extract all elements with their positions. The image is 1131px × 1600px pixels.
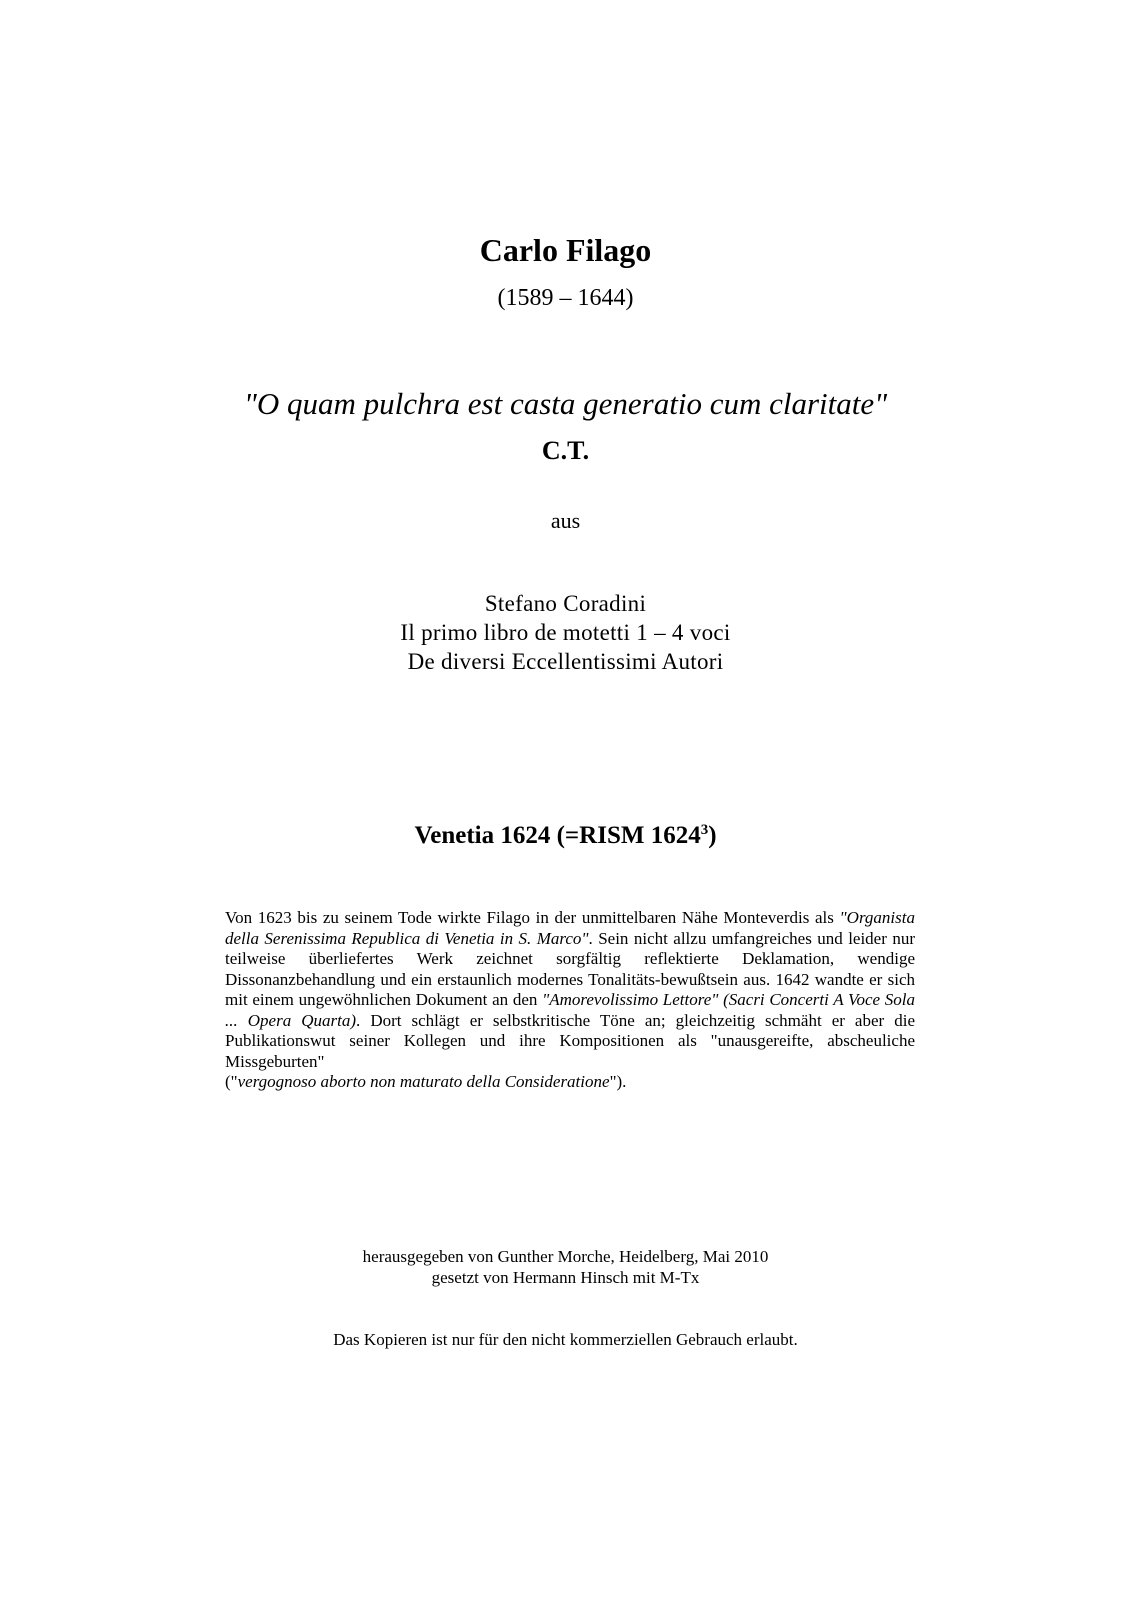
source-book: Il primo libro de motetti 1 – 4 voci: [400, 620, 731, 645]
imprint: [0, 820, 1131, 852]
abstract-italic-1: "Organista della Serenissima Republica di Venetia in S. Marco": [225, 908, 915, 948]
abstract-text-2: . Sein nicht allzu umfangreiches und leider nur teilweise überliefertes Werk zeichnet sorgfältig reflektierte Deklamation, wendige Dissonanzbehandlung und ein erstaunlich modernes Tonalitäts-bewußtsein aus. 1642 wandte er sich mit einem ungewöhnlichen Dokument an den: [225, 928, 915, 1009]
from-label: aus: [550, 508, 581, 533]
abstract-italic-3: vergognoso aborto non maturato della Consideratione: [237, 1072, 610, 1091]
credits: [0, 1246, 1131, 1288]
source-block: [0, 589, 1131, 676]
abstract-italic-2: "Amorevolissimo Lettore" (Sacri Concerti A Voce Sola ... Opera Quarta): [225, 990, 915, 1030]
imprint-closing: ): [708, 822, 717, 849]
source-authors: De diversi Eccellentissimi Autori: [407, 649, 724, 674]
abstract-text-4: (": [225, 1072, 238, 1091]
abstract-text-3: . Dort schlägt er selbstkritische Töne an; gleichzeitig schmäht er aber die Publikationswut seiner Kollegen und ihre Kompositionen als "unausgereifte, abscheuliche Missgeburten": [225, 1010, 915, 1071]
work-title: "O quam pulchra est casta generatio cum claritate": [243, 386, 888, 421]
abstract-text-5: ").: [609, 1072, 627, 1091]
imprint-text: Venetia 1624 (=RISM 1624: [414, 822, 701, 849]
source-editor: Stefano Coradini: [484, 591, 647, 616]
abstract-paragraph: [225, 908, 915, 1093]
credits-typesetter: gesetzt von Hermann Hinsch mit M-Tx: [431, 1268, 700, 1287]
composer-dates: (1589 – 1644): [497, 285, 634, 311]
composer-name: Carlo Filago: [479, 232, 652, 268]
copyright-notice: Das Kopieren ist nur für den nicht kommerziellen Gebrauch erlaubt.: [333, 1330, 798, 1349]
abstract-text-1: Von 1623 bis zu seinem Tode wirkte Filago in der unmittelbaren Nähe Monteverdis als: [225, 908, 840, 927]
credits-editor: herausgegeben von Gunther Morche, Heidelberg, Mai 2010: [362, 1247, 769, 1266]
imprint-superscript: 3: [700, 822, 709, 838]
work-voices: C.T.: [541, 436, 590, 465]
